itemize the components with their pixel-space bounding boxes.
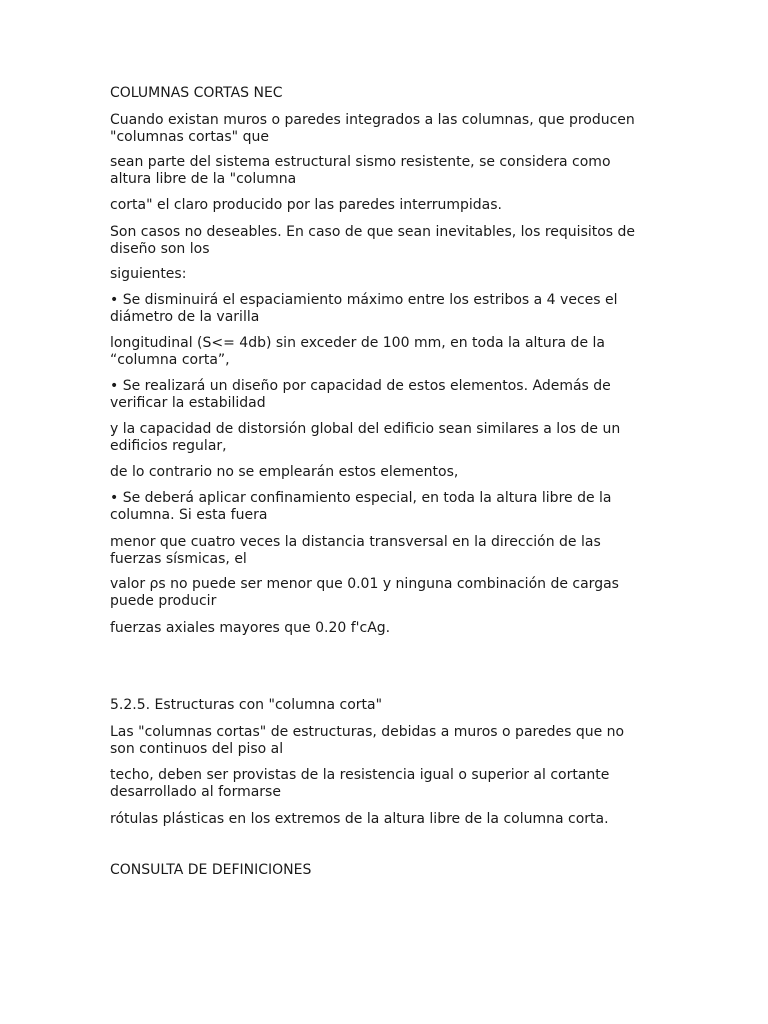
section-paragraph-3: rótulas plásticas en los extremos de la altura libre de la columna corta. bbox=[110, 811, 609, 827]
paragraph-5: siguientes: bbox=[110, 266, 187, 282]
section-heading: 5.2.5. Estructuras con "columna corta" bbox=[110, 697, 383, 713]
section-paragraph-1: Las "columnas cortas" de estructuras, debidas a muros o paredes que no son continuos del piso al bbox=[110, 724, 625, 757]
bullet-paragraph-3: • Se deberá aplicar confinamiento especial, en toda la altura libre de la columna. Si esta fuera bbox=[110, 490, 612, 523]
paragraph-3: corta" el claro producido por las paredes interrumpidas. bbox=[110, 197, 502, 213]
bullet-paragraph-1: • Se disminuirá el espaciamiento máximo entre los estribos a 4 veces el diámetro de la varilla bbox=[110, 292, 618, 325]
paragraph-4: Son casos no deseables. En caso de que sean inevitables, los requisitos de diseño son los bbox=[110, 224, 636, 257]
paragraph-9: menor que cuatro veces la distancia transversal en la dirección de las fuerzas sísmicas, el bbox=[110, 534, 601, 567]
document-heading: COLUMNAS CORTAS NEC bbox=[110, 85, 283, 101]
footer-heading: CONSULTA DE DEFINICIONES bbox=[110, 862, 312, 878]
paragraph-8: de lo contrario no se emplearán estos elementos, bbox=[110, 464, 459, 480]
paragraph-2: sean parte del sistema estructural sismo resistente, se considera como altura libre de la "columna bbox=[110, 154, 611, 187]
paragraph-11: fuerzas axiales mayores que 0.20 f'cAg. bbox=[110, 620, 391, 636]
bullet-paragraph-2: • Se realizará un diseño por capacidad de estos elementos. Además de verificar la estabilidad bbox=[110, 378, 611, 411]
paragraph-1: Cuando existan muros o paredes integrados a las columnas, que producen "columnas cortas" que bbox=[110, 112, 635, 145]
paragraph-6: longitudinal (S<= 4db) sin exceder de 100 mm, en toda la altura de la “columna corta”, bbox=[110, 335, 605, 368]
paragraph-7: y la capacidad de distorsión global del edificio sean similares a los de un edificios regular, bbox=[110, 421, 621, 454]
paragraph-10: valor ρs no puede ser menor que 0.01 y ninguna combinación de cargas puede producir bbox=[110, 576, 619, 609]
section-paragraph-2: techo, deben ser provistas de la resistencia igual o superior al cortante desarrollado al formarse bbox=[110, 767, 610, 800]
